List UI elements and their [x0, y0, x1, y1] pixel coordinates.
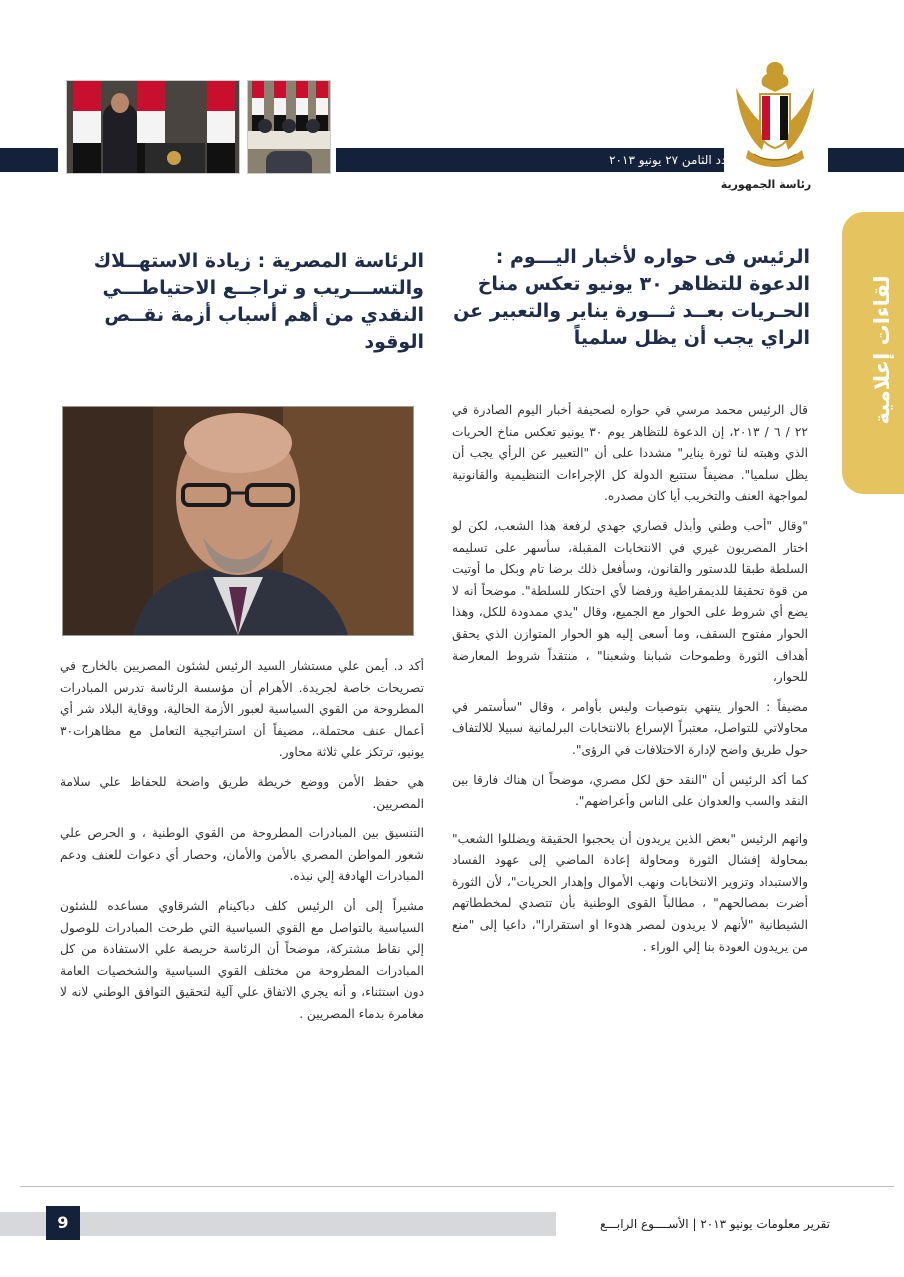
presidency-label: رئاسة الجمهورية: [720, 178, 812, 191]
eagle-emblem-icon: [732, 58, 818, 174]
header-band-left: [0, 148, 58, 172]
article-1-paragraph: قال الرئيس محمد مرسي في حواره لصحيفة أخبار اليوم الصادرة في ٢٢ / ٦ / ٢٠١٣، إن الدعوة للتظاهر يوم ٣٠ يونيو تعكس مناخ الحريات الذي وهبته لنا ثورة يناير" مشددا على أن "التعبير عن الرأي يجب أن يظل سلميا". مضيفاً ستتبع الدولة كل الإجراءات التنظيمية والقانونية لمواجهة العنف والتخريب أيا كان مصدره.: [452, 403, 808, 504]
footer-report-title: تقرير معلومات يونيو ٢٠١٣ | الأســــوع الرابـــع: [599, 1217, 830, 1231]
article-1-paragraph: مضيفاً : الحوار ينتهي بتوصيات وليس بأوامر ، وقال "سأستمر في محاولاتي للتواصل، معتبراً الإسراع بالانتخابات البرلمانية سبيلا للالتفاف حول طريق واضح لإدارة الاختلافات في الرؤى".: [452, 699, 808, 757]
issue-line: العدد الثامن ٢٧ يونيو ٢٠١٣: [609, 153, 740, 167]
article-2-paragraph: هي حفظ الأمن ووضع خريطة طريق واضحة للحفاظ علي سلامة المصريين.: [60, 774, 424, 811]
footer-rule: [20, 1186, 894, 1187]
article-2-paragraph: مشيراً إلى أن الرئيس كلف دباكينام الشرقاوي مساعده للشئون السياسية بالتواصل مع القوي السياسية التي طرحت المبادرات للوصول إلي نقاط مشتركة، موضحاً أن الرئاسة حريصة علي الاستفادة من كل المبادرات المطروحة من مختلف القوي السياسية والشخصيات العامة دون استثناء، و أنه يجري الاتفاق علي آلية لتحقيق التوافق الوطني لانه لا مغامرة بدماء المصريين .: [60, 898, 424, 1021]
article-1-paragraph: واتهم الرئيس "بعض الذين يريدون أن يحجبوا الحقيقة ويضللوا الشعب" بمحاولة إفشال الثورة ومحاولة إعادة الماضي إلى عهود الفساد والاستبداد وتزوير الانتخابات ونهب الأموال وإهدار الحريات"، لأن الثورة أضرت بمصالحهم" ، مطالباً القوى الوطنية بأن تتصدي لمخططاتهم الشيطانية "لأنهم لا يريدون لمصر هدوءا او استقرارا"، داعيا إلى "منع من يريدون العودة بنا إلي الوراء .: [452, 831, 808, 954]
portrait-photo: [62, 406, 414, 636]
footer-bar: [0, 1212, 556, 1236]
header-band-right: [828, 148, 904, 172]
article-2-headline: الرئاسة المصرية : زيادة الاستهــلاك والتســـريب و تراجــع الاحتياطـــي النقدي من أهم أسباب أزمة نقــص الوقود: [93, 250, 424, 353]
article-2-body: [60, 656, 424, 1034]
section-tab-label: لقاءات إعلامية: [870, 275, 894, 425]
article-1-headline: الرئيس فى حواره لأخبار اليـــوم : الدعوة للتظاهر ٣٠ يونيو تعكس مناخ الحـريات بعــد ثـــورة يناير والتعبير عن الراي يجب أن يظل سلمياً: [453, 246, 810, 349]
article-2-paragraph: أكد د. أيمن علي مستشار السيد الرئيس لشئون المصريين بالخارج في تصريحات خاصة لجريدة. الأهرام أن مؤسسة الرئاسة تدرس المبادرات المطروحة من القوي السياسية لعبور الأزمة الحالية، ووقاية البلاد شر أي أعمال عنف محتملة.، مضيفاً أن استراتيجية التعامل مع مظاهرات٣٠ يونيو، ترتكز علي ثلاثة محاور.: [60, 659, 424, 760]
article-1-paragraph: "وقال "أحب وطني وأبذل قصاري جهدي لرفعة هذا الشعب، لكن لو اختار المصريون غيري في الانتخابات المقبلة، سأسهر على تسليمه السلطة طبقا للدستور والقانون، وسأفعل ذلك برضا تام وبكل ما أوتيت من قوة تحقيقا للديمقراطية ورفضا لأي احتكار للسلطة". موضحاً أنه لا يضع أي شروط على الحوار مع الجميع، وقال "يدي ممدودة للكل، وهذا الحوار مفتوح السقف، وما أسعى إليه هو الحوار المتوازن الذي يحقق أهداف الثورة وطموحات شبابنا وشعبنا" ، منتقداً شروط المعارضة للحوار،: [452, 518, 808, 685]
article-1-body: [452, 400, 808, 966]
article-1-paragraph: كما أكد الرئيس أن "النقد حق لكل مصري، موضحاً ان هناك فارقا بين النقد والسب والعدوان على الناس وأعراضهم".: [452, 772, 808, 809]
page-number: 9: [46, 1206, 80, 1240]
header-photo-speech: [66, 80, 240, 174]
article-2-paragraph: التنسيق بين المبادرات المطروحة من القوي الوطنية ، و الحرص علي شعور المواطن المصري بالأمن والأمان، وحصار أي دعوات للعنف ودعم المبادرات الهادفة إلي نبذه.: [60, 826, 424, 884]
section-tab: [842, 212, 904, 494]
header-photo-meeting: [247, 80, 331, 174]
